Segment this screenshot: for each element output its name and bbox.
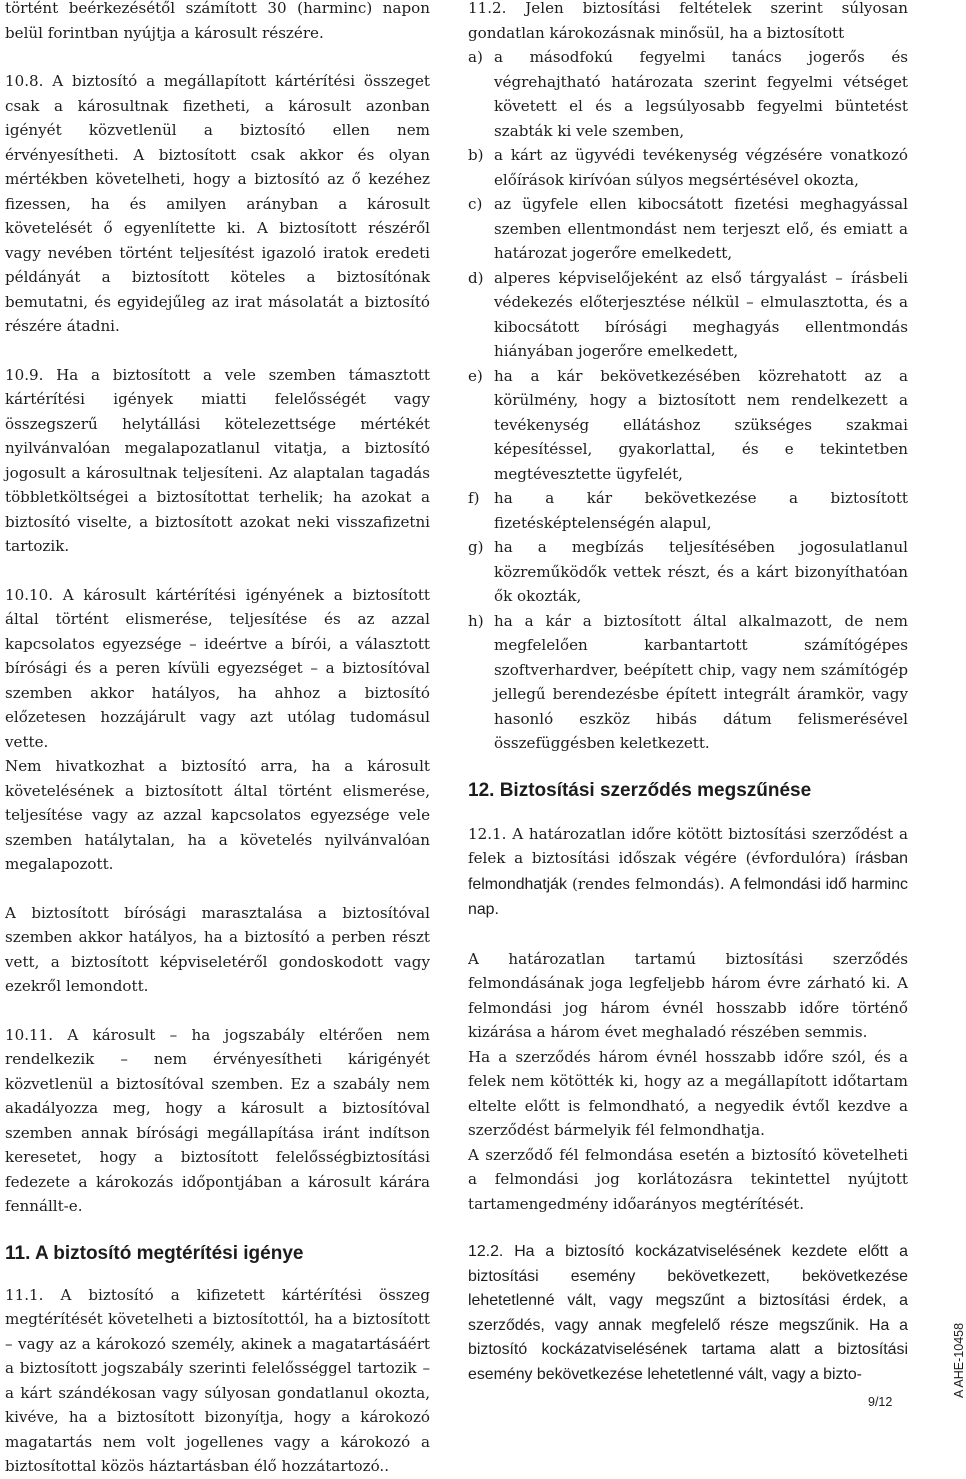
list-item	[468, 192, 908, 266]
list-marker: a)	[468, 48, 483, 66]
paragraph-hatarozatlan-tartam: A határozatlan tartamú biztosítási szerződés felmondásának joga legfeljebb három évre zárható ki. A felmondási jog három évnél hosszabb időre történő kizárása a három évet meghaladó részében semmis.	[468, 949, 908, 1041]
right-column	[468, 0, 908, 1387]
list-item-text: az ügyfele ellen kibocsátott fizetési meghagyással szemben ellentmondást nem terjeszt elő, és emiatt a határozat jogerőre emelkedett,	[494, 195, 908, 262]
list-marker: b)	[468, 146, 484, 164]
side-document-code	[935, 1320, 966, 1400]
paragraph-12-1-text-rest: (rendes felmondás).	[566, 874, 730, 893]
list-item	[468, 486, 908, 535]
list-marker: d)	[468, 268, 484, 287]
list-item	[468, 143, 908, 192]
page-number: 9/12	[868, 1395, 893, 1409]
paragraph-10-11: 10.11. A károsult – ha jogszabály eltérően nem rendelkezik – nem érvényesítheti kárigényét közvetlenül a biztosítóval szemben. Ez a szabály nem akadályozza meg, hogy a károsult a biztosítóval szemben annak bírósági megállapítása iránt indítson keresetet, hogy a biztosított felelősségbiztosítási fedezete a károkozás időpontjában a károsult kárára fennállt-e.	[5, 1025, 430, 1215]
list-item-text: a kárt az ügyvédi tevékenység végzésére vonatkozó előírások kirívóan súlyos megsértésével okozta,	[494, 146, 908, 189]
list-item-text: ha a kár a biztosított által alkalmazott, de nem megfelelően karbantartott számítógépes szoftverhardver, beépített chip, vagy nem számítógép jellegű berendezésbe épített integrált áramkör, vagy hasonló eszköz hibás dátum felismerésével összefüggésben keletkezett.	[494, 611, 908, 752]
list-item	[468, 609, 908, 756]
list-marker: e)	[468, 366, 483, 385]
list-item-text: ha a kár bekövetkezése a biztosított fizetésképtelenségén alapul,	[494, 489, 908, 532]
list-marker: g)	[468, 538, 484, 556]
paragraph-10-10: 10.10. A károsult kártérítési igényének a biztosított által történt elismerése, teljesítése és az azzal kapcsolatos egyezsége – ideértve a bírói, a választott bírósági és a peren kívüli egyezséget – a biztosítóval szemben akkor hatályos, ha ahhoz a biztosító előzetesen hozzájárult vagy azt utólag tudomásul vette.	[5, 585, 430, 751]
paragraph-nem-hivatkozhat: Nem hivatkozhat a biztosító arra, ha a károsult követelésének a biztosított által történt elismerése, teljesítése vagy az azzal kapcsolatos egyezsége vele szemben hatálytalan, ha a követelés nyilvánvalóan megalapozott.	[5, 757, 430, 873]
paragraph-birosagi-marasztalas: A biztosított bírósági marasztalása a biztosítóval szemben akkor hatályos, ha a biztosító a perben részt vett, a biztosított képviseletéről gondoskodott vagy ezekről lemondott.	[5, 903, 430, 995]
paragraph-10-9: 10.9. Ha a biztosított a vele szemben támasztott kártérítési igények miatti felelősségét vagy összegszerű helytállási kötelezettsége mértékét nyilvánvalóan megalapozatlanul vitatja, a biztosító jogosult a károsultnak teljesíteni. Az alaptalan tagadás többletköltségei a biztosítottat terhelik; ha azokat a biztosító viselte, a biztosított azokat neki visszafizetni tartozik.	[5, 365, 430, 555]
list-marker: c)	[468, 195, 483, 213]
list-item-text: ha a kár bekövetkezésében közrehatott az a körülmény, hogy a biztosított nem rendelkezett a tevékenység ellátáshoz szükséges szakmai képesítéssel, gyakorlattal, és e tekintetben megtévesztette ügyfelét,	[494, 366, 908, 483]
list-item	[468, 45, 908, 143]
paragraph-12-1-emphasis-written: írásban felmondhatják	[468, 850, 908, 893]
list-item-text: alperes képviselőjeként az első tárgyalást – írásbeli védekezés előterjesztése nélkül – elmulasztotta, és a kibocsátott bírósági meghagyás ellentmondás hiányában jogerőre emelkedett,	[494, 268, 908, 360]
paragraph-harom-evnel: Ha a szerződés három évnél hosszabb időre szól, és a felek nem kötötték ki, hogy az a megállapított időtartam eltelte előtt is felmondható, a negyedik évtől kezdve a szerződést bármelyik fél felmondhatja.	[468, 1047, 908, 1139]
list-item-text: ha a megbízás teljesítésében jogosulatlanul közreműködők vettek részt, és a kárt bizonyíthatóan ők okozták,	[494, 538, 908, 605]
list-item	[468, 535, 908, 609]
section-heading-11: 11. A biztosító megtérítési igénye	[5, 1242, 304, 1264]
list-marker: h)	[468, 611, 484, 630]
paragraph-12-1	[468, 822, 908, 923]
paragraph-11-1: 11.1. A biztosító a kifizetett kártérítési összeg megtérítését követelheti a biztosítottól, ha a biztosított – vagy az a károkozó személy, akinek a magatartásáért a biztosított jogszabály szerinti felelősséggel tartozik – a kárt szándékosan vagy súlyosan gondatlanul okozta, kivéve, ha a biztosított bizonyítja, hogy a károkozó magatartás nem volt jogellenes vagy a károkozó a biztosítottal közös háztartásban élő hozzátartozó..	[5, 1285, 430, 1475]
gross-negligence-list	[468, 45, 908, 756]
paragraph-continuation: történt beérkezésétől számított 30 (harminc) napon belül forintban nyújtja a károsult részére.	[5, 0, 430, 42]
paragraph-szerzodo-fel: A szerződő fél felmondása esetén a biztosító követelheti a felmondási jog korlátozásra tekintettel nyújtott tartamengedmény időarányos megtérítését.	[468, 1145, 908, 1213]
list-item-text: a másodfokú fegyelmi tanács jogerős és végrehajtható határozata szerint fegyelmi vétséget követett el és a legsúlyosabb fegyelmi büntetést szabták ki vele szemben,	[494, 48, 908, 140]
left-column	[5, 0, 430, 1479]
section-heading-12: 12. Biztosítási szerződés megszűnése	[468, 779, 812, 801]
paragraph-12-1-text: 12.1. A határozatlan időre kötött biztosítási szerződést a felek a biztosítási időszak végére (évfordulóra)	[468, 824, 908, 867]
list-item	[468, 266, 908, 364]
paragraph-11-2: 11.2. Jelen biztosítási feltételek szerint súlyosan gondatlan károkozásnak minősül, ha a biztosított	[468, 0, 908, 42]
paragraph-10-8: 10.8. A biztosító a megállapított kártérítési összeget csak a károsultnak fizetheti, a károsult azonban igényét közvetlenül a biztosító ellen nem érvényesítheti. A biztosított csak akkor és olyan mértékben követelheti, hogy a biztosító az ő kezéhez fizessen, ha és amilyen arányban a károsult követelését ő egyenlítette ki. A biztosított részéről vagy nevében történt teljesítést igazoló iratok eredeti példányát a biztosított köteles a biztosítónak bemutatni, és egyidejűleg az irat másolatát a biztosító részére átadni.	[5, 72, 430, 335]
paragraph-12-2: 12.2. Ha a biztosító kockázatviselésének kezdete előtt a biztosítási esemény bekövetkezett, bekövetkezése lehetetlenné vált, vagy megszűnt a biztosítási érdek, a szerződés, vagy annak megfelelő része megszűnik. Ha a biztosító kockázatviselésének tartama alatt a biztosítási esemény bekövetkezése lehetetlenné vált, vagy a bizto-	[468, 1243, 908, 1383]
paragraph-12-1-notice-period: A felmondási idő harminc nap.	[468, 875, 908, 918]
document-code-label: A AHE-10458	[952, 1322, 966, 1398]
list-marker: f)	[468, 489, 480, 507]
list-item	[468, 364, 908, 487]
